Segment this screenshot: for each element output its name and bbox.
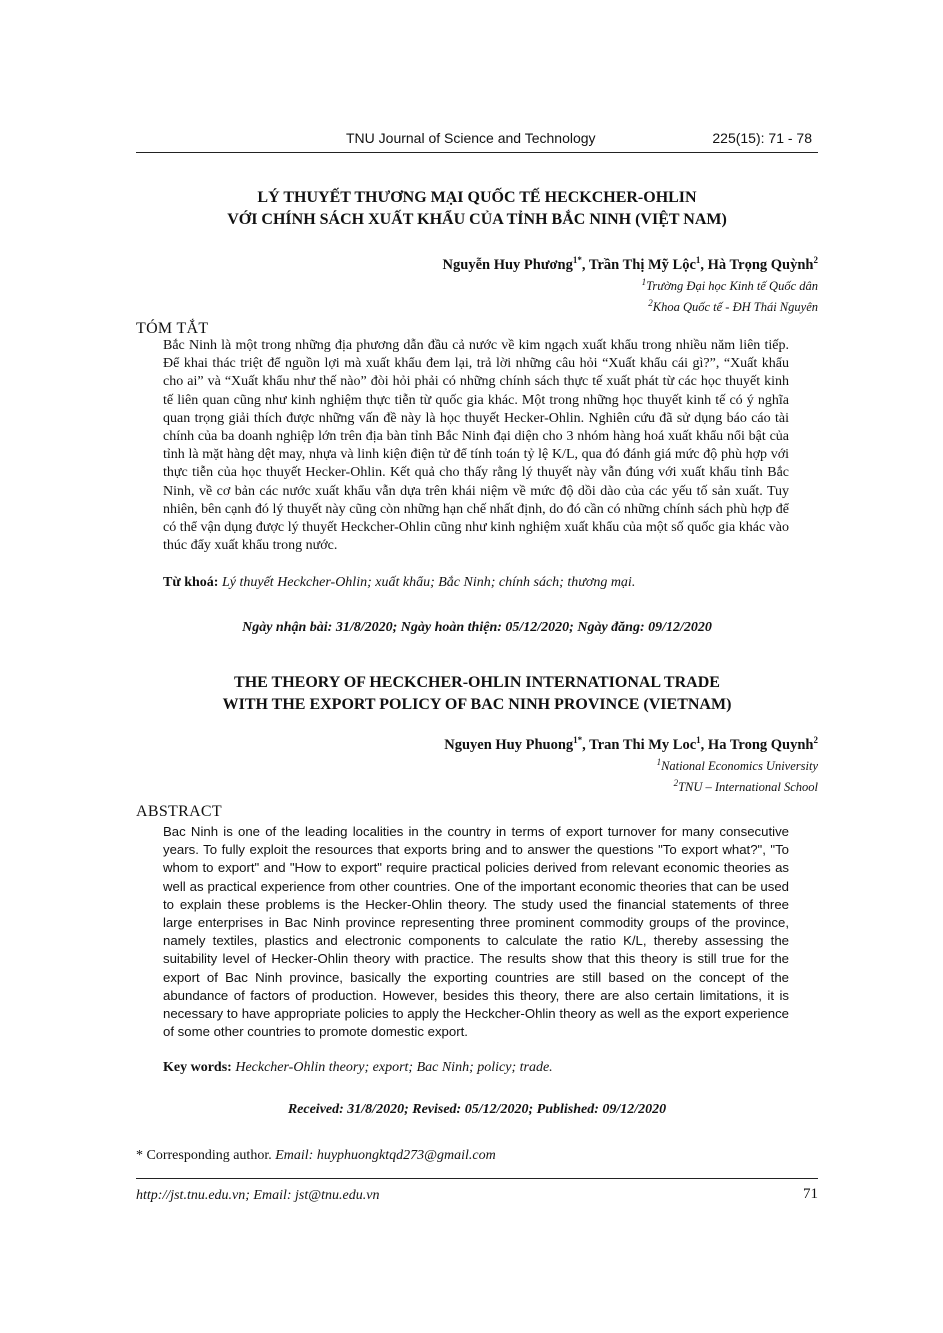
author-3: , Ha Trong Quynh [700, 736, 814, 753]
affiliation-2-text: TNU – International School [678, 780, 818, 795]
volume-pages: 225(15): 71 - 78 [712, 130, 812, 146]
author-2: , Tran Thi My Loc [582, 736, 697, 753]
author-names-en [444, 732, 818, 754]
author-3-sup: 2 [813, 255, 818, 265]
abstract-vietnamese: Bắc Ninh là một trong những địa phương dẫn đầu cả nước về kim ngạch xuất khẩu trong nhiều năm liên tiếp. Để khai thác triệt để nguồn lợi mà xuất khẩu đem lại, trả lời những câu hỏi “Xuất khẩu cái gì?”, “Xuất khẩu cho ai” và “Xuất khẩu như thế nào” đòi hỏi phải có những chính sách thực tế xuất phát từ các học thuyết kinh tế liên quan cũng như kinh nghiệm thực tiễn từ quốc gia khác. Một trong những học thuyết kinh tế có ý nghĩa quan trọng giải thích được những vấn đề này là học thuyết Hecker-Ohlin. Nghiên cứu đã sử dụng báo cáo tài chính của ba doanh nghiệp lớn trên địa bàn tỉnh Bắc Ninh đại diện cho 3 nhóm hàng hoá xuất khẩu nổi bật của tỉnh là mặt hàng dệt may, nhựa và linh kiện điện tử để tính toán tỷ lệ K/L, qua đó đánh giá mức độ phù hợp với thực tiễn của học thuyết Hecker-Ohlin. Kết quả cho thấy rằng lý thuyết này vẫn đúng với xuất khẩu tỉnh Bắc Ninh, về cơ bản các nước xuất khẩu vẫn dựa trên khái niệm về mức độ dồi dào của các yếu tố sản xuất. Tuy nhiên, bên cạnh đó lý thuyết này cũng còn những hạn chế nhất định, do đó cần có những chính sách phù hợp để có thể vận dụng được lý thuyết Heckcher-Ohlin cũng như kinh nghiệm xuất khẩu của một số quốc gia khác vào thúc đẩy xuất khẩu trong nước. [163, 338, 789, 554]
title-vietnamese [136, 187, 818, 231]
affiliation-1-text: National Economics University [661, 758, 818, 773]
keywords-values: Heckcher-Ohlin theory; export; Bac Ninh; policy; trade. [231, 1060, 553, 1075]
author-1-sup: 1* [573, 735, 583, 745]
title-en-line-1: THE THEORY OF HECKCHER-OHLIN INTERNATIONAL TRADE [234, 674, 720, 691]
authors-vietnamese [443, 252, 818, 316]
dates-english: Received: 31/8/2020; Revised: 05/12/2020; Published: 09/12/2020 [287, 1102, 667, 1117]
author-1-sup: 1* [572, 255, 582, 265]
keywords-label: Key words: [163, 1060, 232, 1075]
corresponding-label: * Corresponding author. [136, 1148, 276, 1163]
keywords-values: Lý thuyết Heckcher-Ohlin; xuất khẩu; Bắc Ninh; chính sách; thương mại. [218, 575, 636, 590]
title-english [136, 672, 818, 716]
footer-links[interactable]: http://jst.tnu.edu.vn; Email: jst@tnu.edu.vn [136, 1188, 380, 1203]
affiliation-1-vi [443, 274, 818, 295]
section-heading-tom-tat: TÓM TẮT [136, 320, 209, 337]
keywords-vietnamese [163, 575, 789, 591]
affiliation-2-text: Khoa Quốc tế - ĐH Thái Nguyên [652, 300, 818, 315]
affiliation-2-en [444, 775, 818, 796]
author-1: Nguyễn Huy Phương [442, 256, 573, 273]
journal-name: TNU Journal of Science and Technology [346, 130, 596, 146]
author-names-vi [443, 252, 818, 274]
affiliation-2-sup: 2 [648, 297, 653, 308]
keywords-english [163, 1060, 789, 1076]
running-header [136, 128, 818, 153]
author-3: , Hà Trọng Quỳnh [700, 256, 814, 273]
affiliation-2-vi [443, 295, 818, 316]
corresponding-email[interactable]: Email: huyphuongktqd273@gmail.com [275, 1148, 496, 1163]
keywords-label: Từ khoá: [163, 575, 219, 590]
affiliation-1-en [444, 754, 818, 775]
page-number: 71 [803, 1186, 818, 1202]
author-2-sup: 1 [695, 255, 701, 265]
page-footer [136, 1178, 818, 1209]
dates-vietnamese: Ngày nhận bài: 31/8/2020; Ngày hoàn thiện: 05/12/2020; Ngày đăng: 09/12/2020 [242, 620, 712, 635]
corresponding-author [136, 1148, 496, 1164]
author-2-sup: 1 [696, 735, 701, 745]
title-vi-line-1: LÝ THUYẾT THƯƠNG MẠI QUỐC TẾ HECKCHER-OHLIN [257, 189, 697, 206]
authors-english [444, 732, 818, 796]
author-1: Nguyen Huy Phuong [444, 736, 574, 753]
affiliation-2-sup: 2 [673, 777, 679, 788]
affiliation-1-text: Trường Đại học Kinh tế Quốc dân [646, 278, 818, 293]
affiliation-1-sup: 1 [641, 276, 647, 287]
section-heading-abstract: ABSTRACT [136, 803, 222, 820]
affiliation-1-sup: 1 [656, 756, 662, 767]
abstract-english: Bac Ninh is one of the leading localities in the country in terms of export turnover for many consecutive years. To fully exploit the resources that exports bring and to answer the questions "To export what?", "To whom to export" and "How to export" require practical policies derived from relevant economic theories as well as practical experience from other countries. One of the important economic theories that can be used to explain these problems is the Hecker-Ohlin theory. The study used the financial statements of three large enterprises in Bac Ninh province representing three prominent commodity groups of the province, namely textiles, plastics and electronic components to calculate the ratio K/L, thereby assessing the suitability level of Hecker-Ohlin theory with practice. The results show that this theory is still true for the export of Bac Ninh province, basically the exporting countries are still based on the concept of the abundance of factors of production. However, besides this theory, there are also certain limitations, it is necessary to have appropriate policies to apply the Heckcher-Ohlin theory as well as the export experience of some other countries to promote domestic export. [163, 824, 789, 1040]
title-en-line-2: WITH THE EXPORT POLICY OF BAC NINH PROVINCE (VIETNAM) [222, 696, 732, 713]
author-2: , Trần Thị Mỹ Lộc [581, 256, 696, 273]
title-vi-line-2: VỚI CHÍNH SÁCH XUẤT KHẨU CỦA TỈNH BẮC NINH (VIỆT NAM) [227, 211, 727, 228]
author-3-sup: 2 [813, 735, 818, 745]
